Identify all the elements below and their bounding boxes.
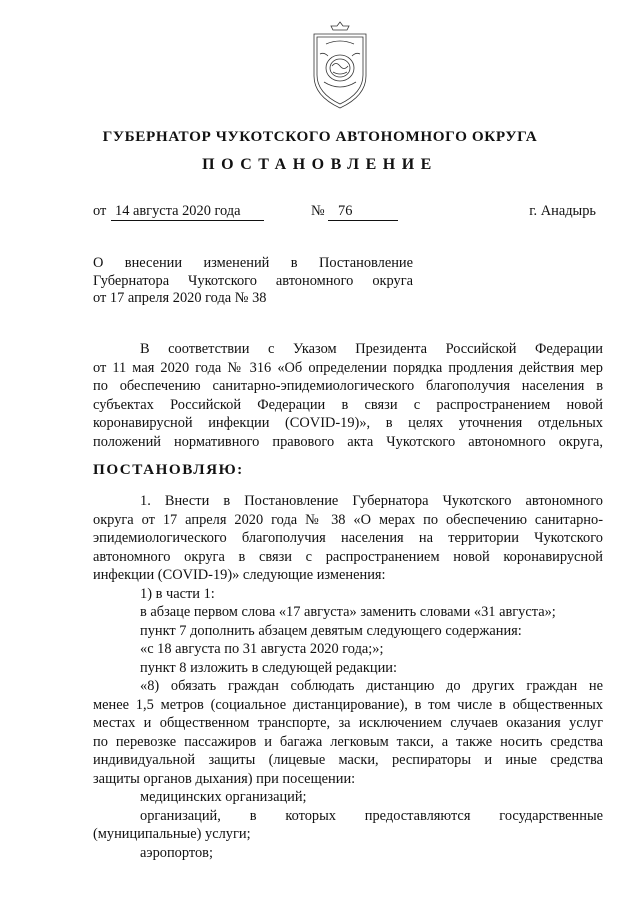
body-line: (муниципальные) услуги; — [93, 826, 251, 842]
preamble-paragraph — [93, 340, 603, 451]
body-line: «с 18 августа по 31 августа 2020 года;»; — [140, 641, 384, 657]
body-line: эпидемиологического благополучия населения на территории Чукотского — [93, 530, 603, 546]
body-line: индивидуальной защиты (лицевые маски, респираторы и иные средства — [93, 752, 603, 768]
subject-line: Губернатора Чукотского автономного округа — [93, 272, 413, 289]
date-value: 14 августа 2020 года — [115, 203, 241, 219]
subject-line: О внесении изменений в Постановление — [93, 255, 413, 271]
body-line: 1. Внести в Постановление Губернатора Чукотского автономного — [140, 493, 603, 509]
document-subject — [93, 255, 413, 308]
preamble-line: субъектах Российской Федерации в связи с распространением новой — [93, 396, 603, 413]
number-sign: № — [311, 203, 325, 219]
body-line: в абзаце первом слова «17 августа» заменить словами «31 августа»; — [140, 604, 556, 620]
body-line: местах и общественном транспорте, за исключением случаев оказания услуг — [93, 715, 603, 731]
preamble-line: от 11 мая 2020 года № 316 «Об определении порядка продления действия мер — [93, 359, 603, 376]
body-line: аэропортов; — [140, 844, 213, 861]
body-line: медицинских организаций; — [140, 789, 307, 805]
preamble-line: коронавирусной инфекции (COVID-19)», в целях уточнения отдельных — [93, 415, 603, 431]
body-line: 1) в части 1: — [140, 585, 215, 602]
document-type-title: ПОСТАНОВЛЕНИЕ — [202, 156, 438, 173]
number-underline — [328, 220, 398, 221]
resolve-heading: ПОСТАНОВЛЯЮ: — [93, 461, 244, 478]
preamble-line: положений нормативного правового акта Чукотского автономного округа, — [93, 433, 603, 450]
body-line: защиты органов дыхания) при посещении: — [93, 770, 356, 787]
number-value: 76 — [338, 203, 353, 219]
body-line: по перевозке пассажиров и багажа легковым такси, а также носить средства — [93, 733, 603, 750]
body-line: менее 1,5 метров (социальное дистанцирование), в том числе в общественных — [93, 696, 603, 713]
body-line: инфекции (COVID-19)» следующие изменения: — [93, 567, 386, 583]
document-body — [93, 492, 603, 862]
coat-of-arms-emblem — [302, 20, 378, 112]
authority-title: ГУБЕРНАТОР ЧУКОТСКОГО АВТОНОМНОГО ОКРУГА — [102, 128, 538, 145]
city: г. Анадырь — [529, 203, 596, 219]
body-line: пункт 8 изложить в следующей редакции: — [140, 659, 397, 676]
body-line: «8) обязать граждан соблюдать дистанцию до других граждан не — [140, 678, 603, 694]
body-line: округа от 17 апреля 2020 года № 38 «О мерах по обеспечению санитарно- — [93, 511, 603, 528]
body-line: организаций, в которых предоставляются государственные — [140, 807, 603, 824]
body-line: пункт 7 дополнить абзацем девятым следующего содержания: — [140, 622, 522, 639]
body-line: автономного округа в связи с распространением новой коронавирусной — [93, 548, 603, 565]
date-prefix: от — [93, 203, 107, 219]
preamble-line: В соответствии с Указом Президента Российской Федерации — [140, 341, 603, 357]
date-underline — [111, 220, 264, 221]
document-meta-line — [93, 203, 596, 223]
subject-line: от 17 апреля 2020 года № 38 — [93, 290, 267, 306]
preamble-line: по обеспечению санитарно-эпидемиологического благополучия населения в — [93, 378, 603, 394]
